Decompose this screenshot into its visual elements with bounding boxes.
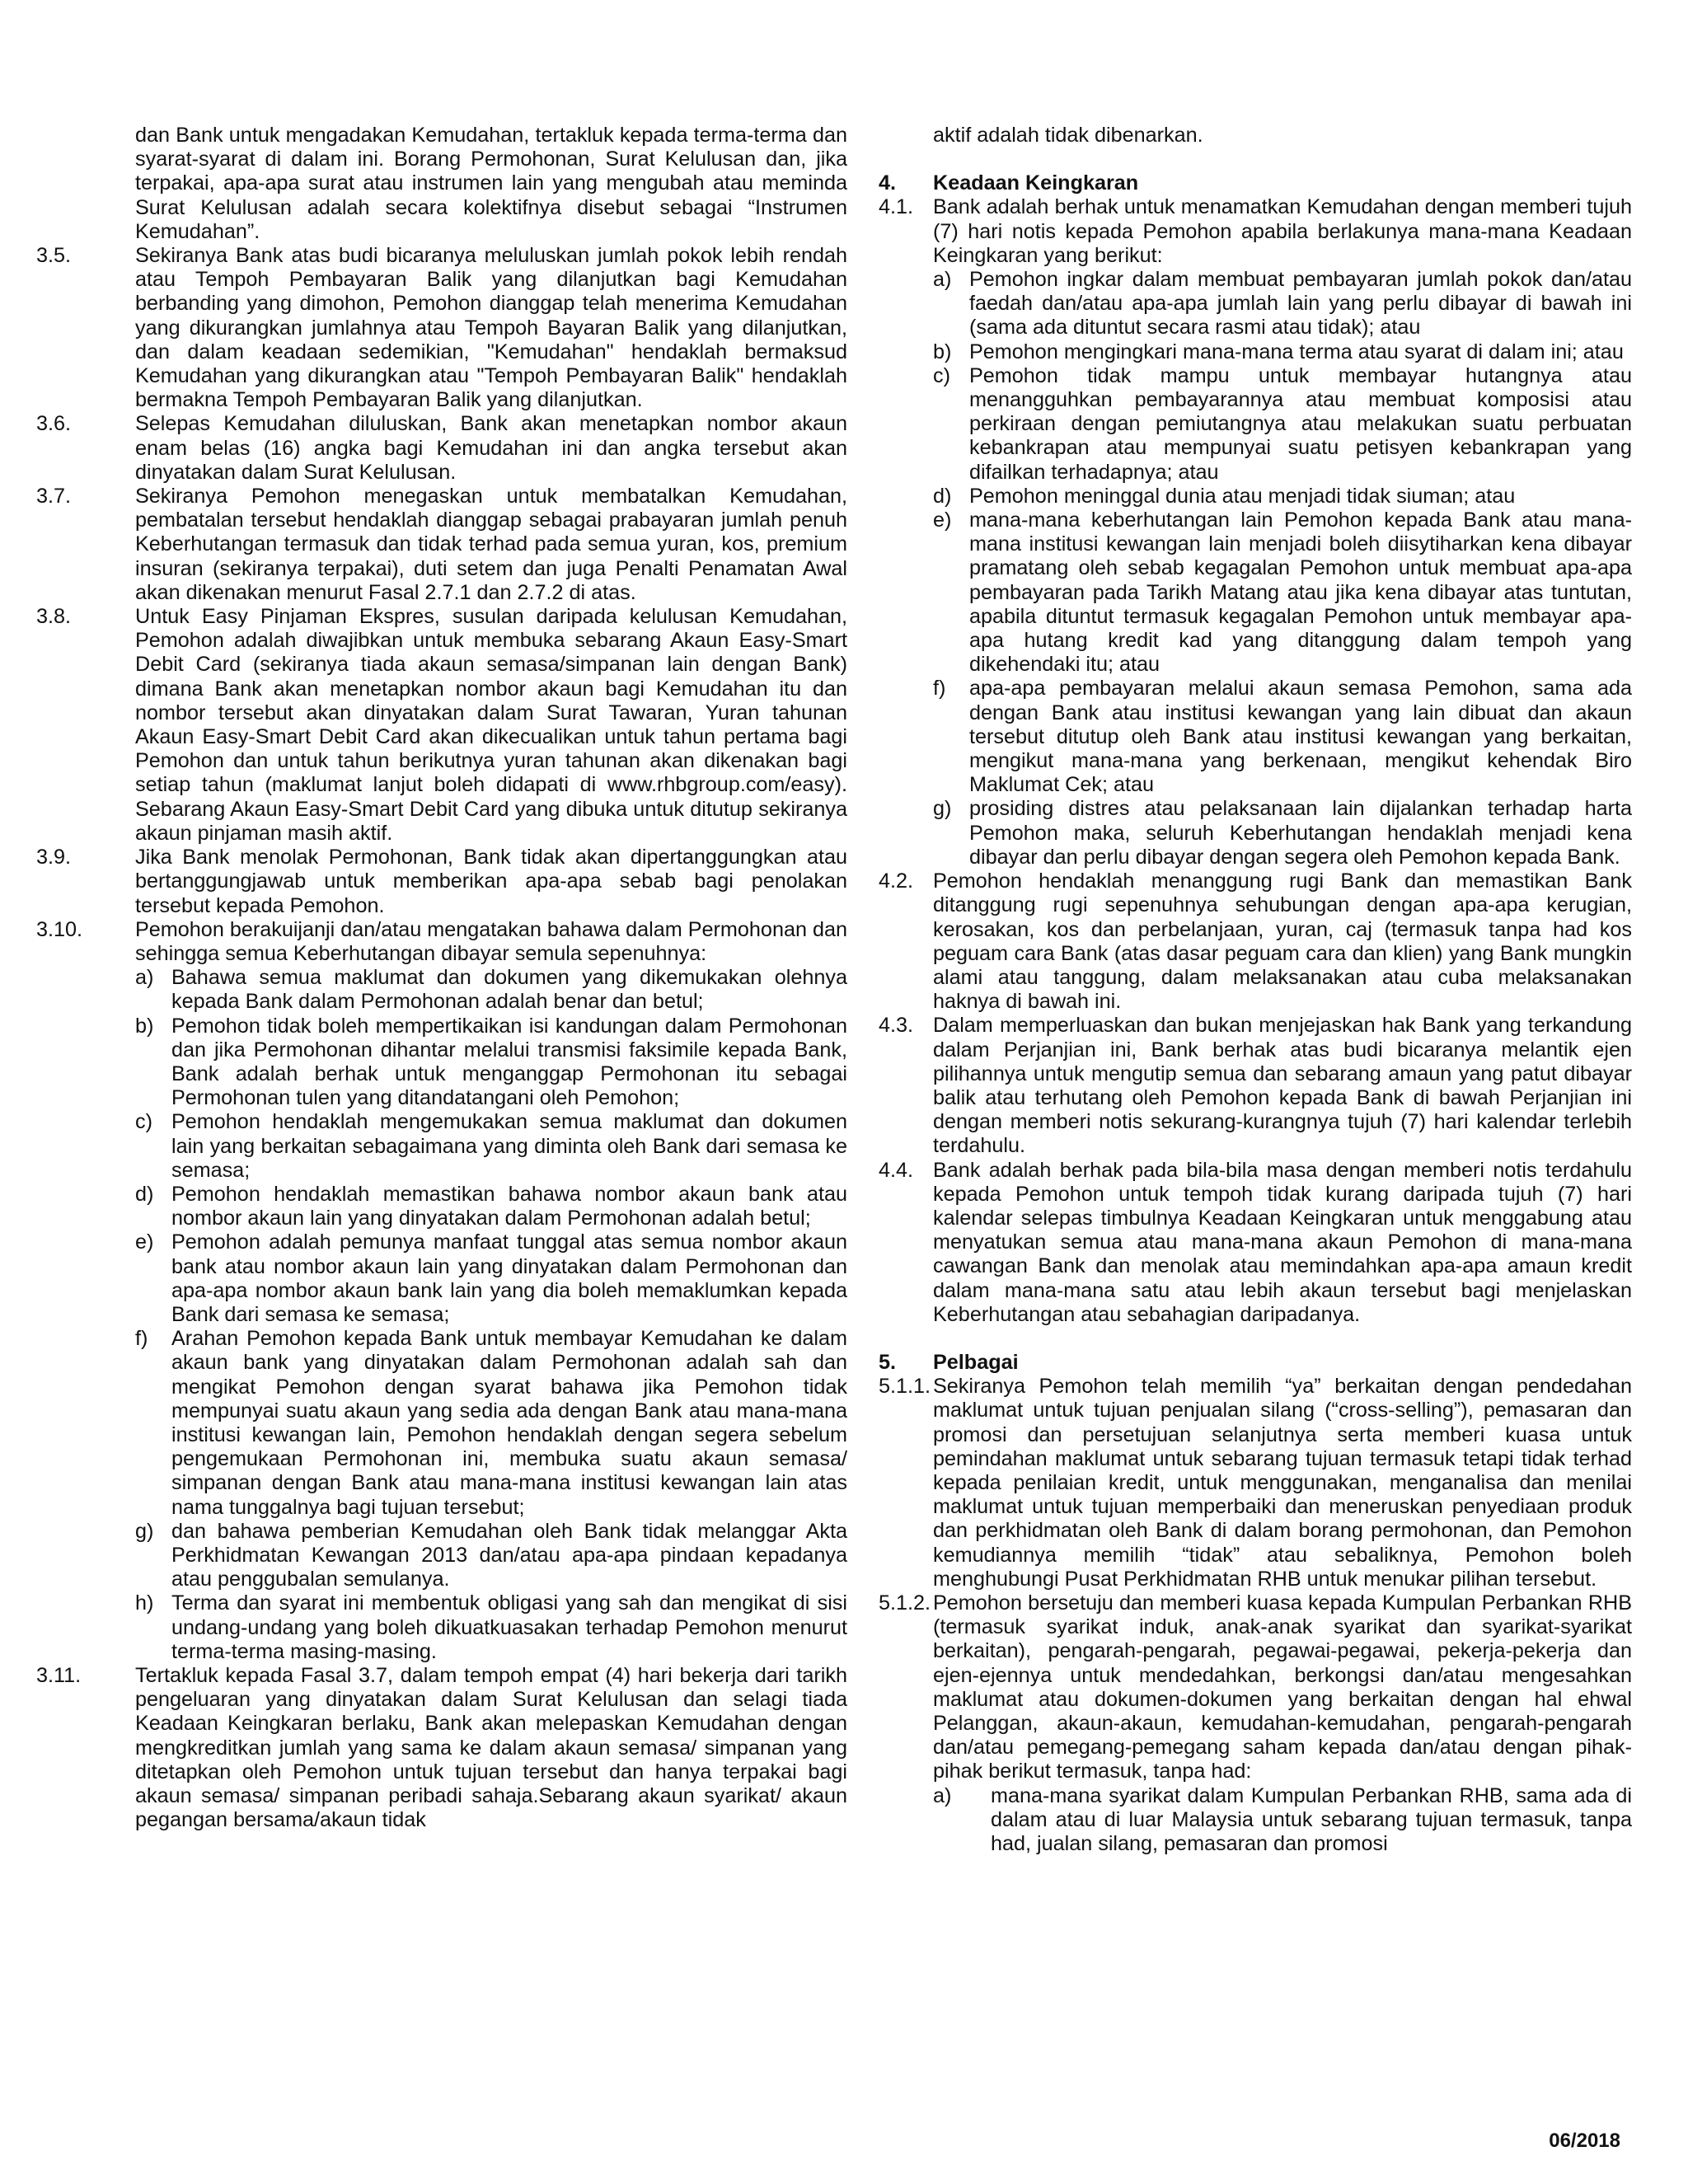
clause-text: Selepas Kemudahan diluluskan, Bank akan menetapkan nombor akaun enam belas (16) angka bagi Kemudahan ini dan angka tersebut akan dinyatakan dalam Surat Kelulusan. (135, 412, 847, 484)
sub-item-label: d) (933, 484, 952, 508)
sub-item (879, 509, 1632, 677)
clause-text: Pemohon berakuijanji dan/atau mengatakan bahawa dalam Permohonan dan sehingga semua Keberhutangan dibayar semula sepenuhnya: (135, 917, 847, 965)
clause-number: 4.3. (879, 1014, 914, 1038)
sub-item-text: Pemohon ingkar dalam membuat pembayaran jumlah pokok dan/atau faedah dan/atau apa-apa jumlah lain yang perlu dibayar di bawah ini (sama ada dituntut secara rasmi atau tidak); atau (969, 268, 1632, 340)
sub-item-label: a) (933, 268, 952, 292)
sub-item-label: h) (135, 1591, 154, 1615)
clause-number: 3.5. (36, 244, 72, 268)
clause-3-6 (36, 412, 847, 485)
clause-number: 3.9. (36, 846, 72, 869)
section-title: Keadaan Keingkaran (933, 171, 1139, 195)
section-heading-4 (879, 171, 1632, 195)
clause-number: 3.7. (36, 485, 72, 509)
sub-item-text: Pemohon tidak boleh mempertikaikan isi kandungan dalam Permohonan dan jika Permohonan dihantar melalui transmisi faksimile kepada Bank, Bank adalah berhak untuk menganggap Permohonan itu sebagai Permohonan tulen yang ditandatangani oleh Pemohon; (171, 1014, 847, 1110)
intro-paragraph: dan Bank untuk mengadakan Kemudahan, tertakluk kepada terma-terma dan syarat-syarat di dalam ini. Borang Permohonan, Surat Kelulusan dan, jika terpakai, apa-apa surat atau instrumen lain yang mengubah atau meminda Surat Kelulusan adalah secara kolektifnya disebut sebagai “Instrumen Kemudahan”. (135, 124, 847, 243)
sub-item-label: a) (135, 966, 154, 990)
clause-text: Sekiranya Bank atas budi bicaranya meluluskan jumlah pokok lebih rendah atau Tempoh Pembayaran Balik yang dilanjutkan bagi Kemudahan berbanding yang dimohon, Pemohon dianggap telah menerima Kemudahan yang dikurangkan jumlahnya atau Tempoh Bayaran Balik yang dilanjutkan, dan dalam keadaan sedemikian, "Kemudahan" hendaklah bermaksud Kemudahan yang dikurangkan atau "Tempoh Pembayaran Balik" hendaklah bermakna Tempoh Pembayaran Balik yang dilanjutkan. (135, 244, 847, 412)
sub-item (36, 1110, 847, 1183)
clause-number: 5.1.1. (879, 1375, 931, 1399)
sub-item (36, 966, 847, 1014)
carried-over-text: aktif adalah tidak dibenarkan. (933, 124, 1203, 147)
clause-number: 3.11. (36, 1664, 82, 1687)
sub-item-label: g) (135, 1519, 154, 1543)
clause-3-7 (36, 485, 847, 605)
clause-3-10 (36, 918, 847, 966)
section-number: 4. (879, 171, 897, 195)
sub-item-text: mana-mana syarikat dalam Kumpulan Perbankan RHB, sama ada di dalam atau di luar Malaysia untuk sebarang tujuan termasuk, tanpa had, jualan silang, pemasaran dan promosi (991, 1783, 1632, 1856)
sub-item-text: Pemohon meninggal dunia atau menjadi tidak siuman; atau (969, 484, 1516, 508)
clause-3-8 (36, 605, 847, 846)
sub-item-text: Terma dan syarat ini membentuk obligasi yang sah dan mengikat di sisi undang-undang yang boleh dikuatkuasakan terhadap Pemohon menurut terma-terma masing-masing. (171, 1591, 847, 1663)
sub-item (879, 797, 1632, 869)
sub-item (36, 1230, 847, 1327)
sub-item (36, 1015, 847, 1111)
sub-item (36, 1520, 847, 1592)
right-column (879, 124, 1632, 1856)
sub-item-label: e) (135, 1230, 154, 1254)
clause-text: Pemohon bersetuju dan memberi kuasa kepada Kumpulan Perbankan RHB (termasuk syarikat induk, anak-anak syarikat dan syarikat-syarikat berkaitan), pengarah-pengarah, pegawai-pegawai, pekerja-pekerja dan ejen-ejennya untuk mendedahkan, berkongsi dan/atau mengesahkan maklumat atau dokumen-dokumen yang berkaitan dengan hal ehwal Pelanggan, akaun-akaun, kemudahan-kemudahan, pengarah-pengarah dan/atau pemegang-pemegang saham kepada dan/atau dengan pihak-pihak berikut termasuk, tanpa had: (933, 1591, 1632, 1783)
clause-number: 3.8. (36, 605, 72, 629)
sub-item-text: mana-mana keberhutangan lain Pemohon kepada Bank atau mana-mana institusi kewangan lain menjadi boleh diisytiharkan kena dibayar pramatang oleh sebab kegagalan Pemohon untuk membuat apa-apa pembayaran pada Tarikh Matang atau jika kena dibayar atas tuntutan, apabila dituntut termasuk kegagalan Pemohon untuk membayar apa-apa hutang kredit kad yang ditanggung dalam tempoh yang dikehendaki itu; atau (969, 509, 1632, 677)
clause-text: Bank adalah berhak untuk menamatkan Kemudahan dengan memberi tujuh (7) hari notis kepada Pemohon apabila berlakunya mana-mana Keadaan Keingkaran yang berikut: (933, 195, 1632, 267)
sub-item-text: apa-apa pembayaran melalui akaun semasa Pemohon, sama ada dengan Bank atau institusi kewangan yang lain dibuat dan akaun tersebut ditutup oleh Bank atau institusi kewangan yang berkaitan, mengikut mana-mana yang berkenaan, mengikut kehendak Biro Maklumat Cek; atau (969, 677, 1632, 797)
sub-item-text: Bahawa semua maklumat dan dokumen yang dikemukakan olehnya kepada Bank dalam Permohonan adalah benar dan betul; (171, 966, 847, 1014)
sub-item (36, 1183, 847, 1230)
clause-4-3 (879, 1014, 1632, 1158)
sub-item (36, 1327, 847, 1520)
sub-item-label: f) (135, 1327, 148, 1351)
sub-item-label: c) (135, 1110, 152, 1134)
left-column (36, 124, 847, 1832)
clause-3-11 (36, 1664, 847, 1832)
sub-item-text: Pemohon tidak mampu untuk membayar hutangnya atau menangguhkan pembayarannya atau membuat komposisi atau perkiraan dengan pemiutangnya atau melakukan suatu perbuatan kebankrapan atau mempunyai suatu petisyen kebankrapan yang difailkan terhadapnya; atau (969, 363, 1632, 484)
clause-text: Jika Bank menolak Permohonan, Bank tidak akan dipertanggungkan atau bertanggungjawab untuk memberikan apa-apa sebab bagi penolakan tersebut kepada Pemohon. (135, 846, 847, 917)
sub-item (36, 1591, 847, 1664)
clause-4-4 (879, 1159, 1632, 1327)
sub-item-text: Pemohon hendaklah memastikan bahawa nombor akaun bank atau nombor akaun lain yang dinyatakan dalam Permohonan adalah betul; (171, 1182, 847, 1230)
clause-text: Dalam memperluaskan dan bukan menjejaskan hak Bank yang terkandung dalam Perjanjian ini, Bank berhak atas budi bicaranya melantik ejen pilihannya untuk mengutip semua dan sebarang amaun yang patut dibayar balik atau terhutang oleh Pemohon kepada Bank di bawah Perjanjian ini dengan memberi notis sekurang-kurangnya tujuh (7) hari kalendar terlebih terdahulu. (933, 1014, 1632, 1158)
sub-item (879, 268, 1632, 340)
clause-3-5 (36, 244, 847, 412)
sub-item-text: Pemohon mengingkari mana-mana terma atau syarat di dalam ini; atau (969, 340, 1624, 363)
sub-item-label: g) (933, 797, 952, 821)
clause-number: 4.1. (879, 195, 914, 219)
sub-item-label: b) (933, 340, 952, 363)
clause-text: Sekiranya Pemohon menegaskan untuk membatalkan Kemudahan, pembatalan tersebut hendaklah dianggap sebagai prabayaran jumlah penuh Keberhutangan termasuk dan tidak terhad pada semua yuran, kos, premium insuran (sekiranya terpakai), duti setem dan juga Penalti Penamatan Awal akan dikenakan menurut Fasal 2.7.1 dan 2.7.2 di atas. (135, 485, 847, 604)
clause-4-2 (879, 869, 1632, 1014)
clause-number: 4.2. (879, 869, 914, 893)
sub-item-label: f) (933, 677, 946, 701)
clause-number: 3.10. (36, 917, 83, 941)
clause-number: 3.6. (36, 412, 72, 436)
form-version-code: 06/2018 (1549, 2130, 1620, 2152)
sub-item-text: Pemohon hendaklah mengemukakan semua maklumat dan dokumen lain yang berkaitan sebagaimana yang diminta oleh Bank dari semasa ke semasa; (171, 1110, 847, 1182)
clause-text: Untuk Easy Pinjaman Ekspres, susulan daripada kelulusan Kemudahan, Pemohon adalah diwajibkan untuk membuka sebarang Akaun Easy-Smart Debit Card (sekiranya tiada akaun semasa/simpanan lain dengan Bank) dimana Bank akan menetapkan nombor akaun bagi Kemudahan itu dan nombor tersebut akan dinyatakan dalam Surat Tawaran, Yuran tahunan Akaun Easy-Smart Debit Card akan dikecualikan untuk tahun pertama bagi Pemohon dan untuk tahun berikutnya yuran tahunan akan dikenakan bagi setiap tahun (maklumat lanjut boleh didapati di www.rhbgroup.com/easy). Sebarang Akaun Easy-Smart Debit Card yang dibuka untuk ditutup sekiranya akaun pinjaman masih aktif. (135, 605, 847, 845)
sub-item (879, 340, 1632, 364)
section-number: 5. (879, 1350, 897, 1374)
sub-item-text: dan bahawa pemberian Kemudahan oleh Bank tidak melanggar Akta Perkhidmatan Kewangan 2013 dan/atau apa-apa pindaan kepadanya atau penggubalan semulanya. (171, 1519, 847, 1591)
sub-item-label: c) (933, 363, 950, 387)
clause-text: Sekiranya Pemohon telah memilih “ya” berkaitan dengan pendedahan maklumat untuk tujuan penjualan silang (“cross-selling”), pemasaran dan promosi dan persetujuan selanjutnya serta memberi kuasa untuk pemindahan maklumat untuk sebarang tujuan termasuk tetapi tidak terhad kepada penilaian kredit, untuk menggunakan, menganalisa dan menilai maklumat untuk tujuan memperbaiki dan meneruskan penyediaan produk dan perkhidmatan oleh Bank di dalam borang permohonan, dan Pemohon kemudiannya memilih “tidak” atau sebaliknya, Pemohon boleh menghubungi Pusat Perkhidmatan RHB untuk menukar pilihan tersebut. (933, 1375, 1632, 1591)
clause-5-1-2 (879, 1591, 1632, 1784)
section-heading-5 (879, 1351, 1632, 1375)
clause-text: Bank adalah berhak pada bila-bila masa dengan memberi notis terdahulu kepada Pemohon untuk tempoh tidak kurang daripada tujuh (7) hari kalendar selepas timbulnya Keadaan Keingkaran untuk menggabung atau menyatukan semua atau mana-mana akaun Pemohon di mana-mana cawangan Bank dan menolak atau memindahkan apa-apa amaun kredit dalam mana-mana satu atau lebih akaun tersebut bagi menjelaskan Keberhutangan atau sebahagian daripadanya. (933, 1158, 1632, 1326)
clause-number: 5.1.2. (879, 1591, 931, 1615)
sub-item-text: prosiding distres atau pelaksanaan lain dijalankan terhadap harta Pemohon maka, seluruh Keberhutangan hendaklah menjadi kena dibayar dan perlu dibayar dengan segera oleh Pemohon kepada Bank. (969, 797, 1632, 869)
clause-text: Pemohon hendaklah menanggung rugi Bank dan memastikan Bank ditanggung rugi sepenuhnya sehubungan dengan apa-apa kerugian, kerosakan, kos dan perbelanjaan, yuran, caj (termasuk tanpa had kos peguam cara Bank (atas dasar peguam cara dan klien) yang Bank mungkin alami atau tanggung, dalam melaksanakan atau cuba melaksanakan haknya di bawah ini. (933, 869, 1632, 1014)
section-title: Pelbagai (933, 1350, 1019, 1374)
clause-4-1 (879, 195, 1632, 268)
sub-item-label: e) (933, 509, 952, 532)
sub-item-label: a) (933, 1783, 952, 1807)
sub-item-label: b) (135, 1014, 154, 1038)
sub-item (879, 364, 1632, 485)
clause-3-9 (36, 846, 847, 918)
clause-number: 4.4. (879, 1158, 914, 1182)
sub-item-text: Arahan Pemohon kepada Bank untuk membayar Kemudahan ke dalam akaun bank yang dinyatakan dalam Permohonan adalah sah dan mengikat Pemohon dengan syarat bahawa jika Pemohon tidak mempunyai suatu akaun yang sedia ada dengan Bank atau mana-mana institusi kewangan lain, Pemohon hendaklah dengan segera sebelum pengemukaan Permohonan ini, membuka suatu akaun semasa/ simpanan dengan Bank atau mana-mana institusi kewangan lain atas nama tunggalnya bagi tujuan tersebut; (171, 1327, 847, 1519)
sub-item (879, 677, 1632, 797)
sub-item-label: d) (135, 1182, 154, 1206)
sub-item (879, 485, 1632, 509)
clause-text: Tertakluk kepada Fasal 3.7, dalam tempoh empat (4) hari bekerja dari tarikh pengeluaran yang dinyatakan dalam Surat Kelulusan dan selagi tiada Keadaan Keingkaran berlaku, Bank akan melepaskan Kemudahan dengan mengkreditkan jumlah yang sama ke dalam akaun semasa/ simpanan yang ditetapkan oleh Pemohon untuk tujuan tersebut dan hanya terpakai bagi akaun semasa/ simpanan peribadi sahaja.Sebarang akaun syarikat/ akaun pegangan bersama/akaun tidak (135, 1664, 847, 1832)
clause-5-1-1 (879, 1375, 1632, 1591)
sub-item (879, 1784, 1632, 1857)
sub-item-text: Pemohon adalah pemunya manfaat tunggal atas semua nombor akaun bank atau nombor akaun lain yang dinyatakan dalam Permohonan dan apa-apa nombor akaun bank lain yang dia boleh memaklumkan kepada Bank dari semasa ke semasa; (171, 1230, 847, 1326)
